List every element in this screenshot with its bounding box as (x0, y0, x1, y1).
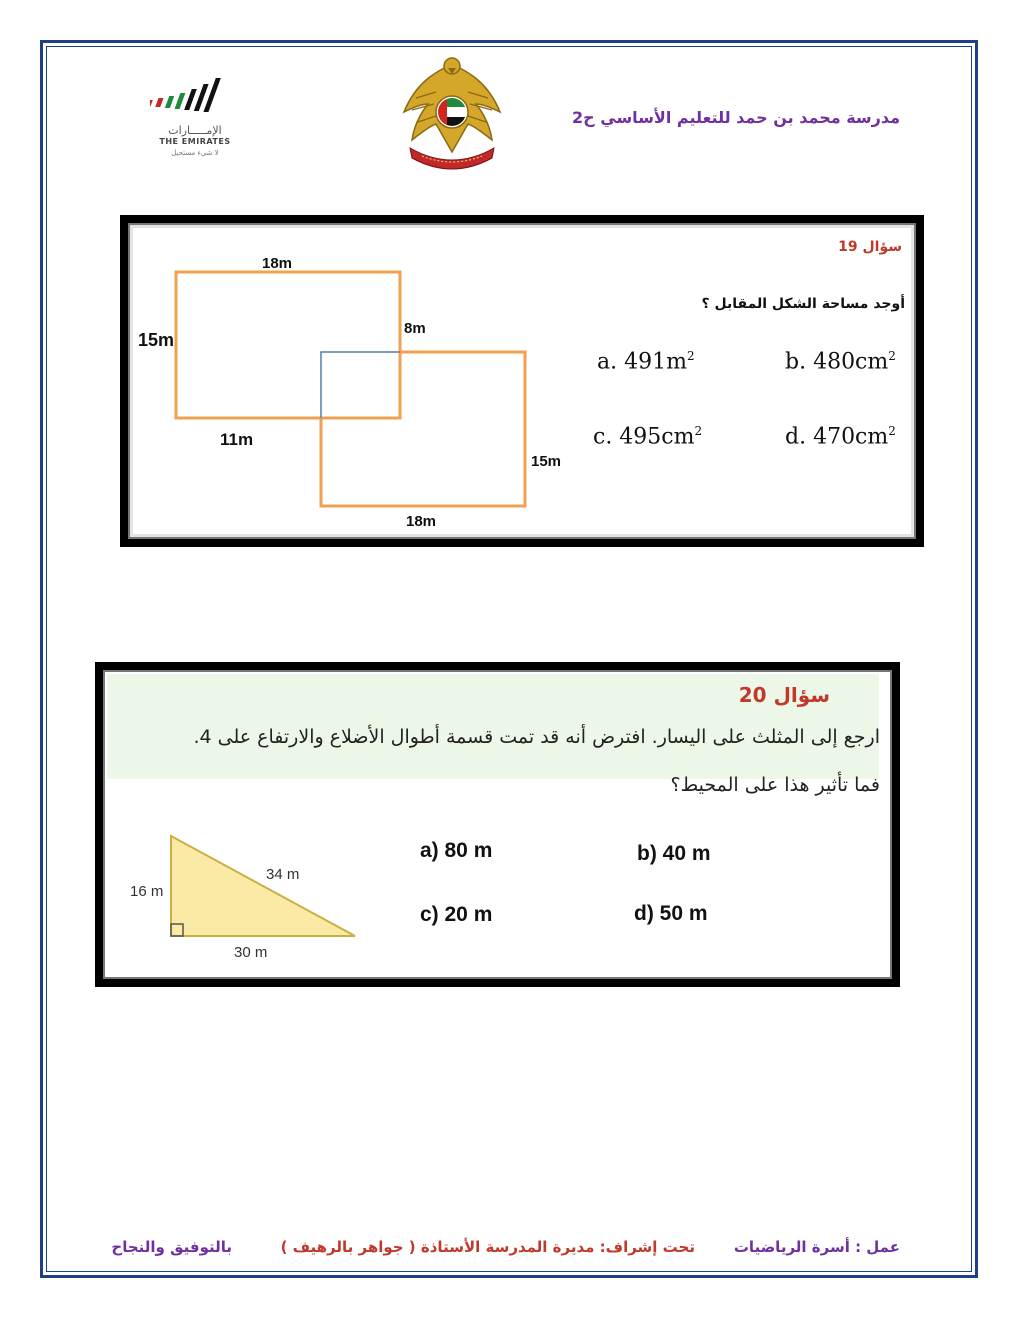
q19-label-bottom-left: 11m (220, 430, 254, 449)
emirates-logo-english: THE EMIRATES (159, 137, 231, 146)
footer-work-credit: عمل : أسرة الرياضيات (733, 1238, 900, 1256)
q19-label-right-height: 15m (531, 453, 562, 470)
q20-label-base: 30 m (234, 944, 268, 961)
q20-option-d: d) 50 m (634, 902, 708, 925)
q20-option-b: b) 40 m (637, 842, 711, 865)
q19-option-b: b. $480cm^2$ (785, 349, 896, 375)
q20-label-height: 16 m (130, 883, 164, 900)
q19-label-bottom-width: 18m (406, 513, 437, 530)
q19-label-overlap: 8m (404, 320, 426, 337)
q19-rect-top-left (176, 272, 400, 418)
q19-overlap-lines (321, 352, 400, 418)
q19-option-d: d. $470cm^2$ (785, 424, 896, 450)
emirates-logo-tagline: لا شيء مستحيل (171, 149, 219, 157)
q20-title: سؤال 20 (738, 683, 830, 707)
q19-title: سؤال 19 (838, 239, 902, 255)
q20-option-c: c) 20 m (420, 903, 493, 926)
q19-question: أوجد مساحة الشكل المقابل ؟ (701, 296, 905, 312)
q20-label-hypotenuse: 34 m (266, 866, 300, 883)
q19-option-a: a. $491m^2$ (597, 349, 695, 375)
q19-label-left-height: 15m (138, 330, 175, 350)
footer-closing: بالتوفيق والنجاح (111, 1238, 232, 1256)
q20-question-line2: فما تأثير هذا على المحيط؟ (670, 774, 880, 796)
q19-rect-bottom-right (321, 352, 525, 506)
q19-label-top-width: 18m (262, 255, 293, 272)
q19-option-c: c. $495cm^2$ (593, 424, 703, 450)
q20-option-a: a) 80 m (420, 839, 493, 862)
emirates-logo-arabic: الإمـــــارات (168, 124, 222, 137)
school-name: مدرسة محمد بن حمد للتعليم الأساسي ح2 (572, 108, 900, 127)
footer-supervision: تحت إشراف: مديرة المدرسة الأستاذة ( جواهر بالرهيف ) (280, 1238, 695, 1256)
q20-question-line1: ارجع إلى المثلث على اليسار. افترض أنه قد تمت قسمة أطوال الأضلاع والارتفاع على 4. (193, 726, 880, 748)
